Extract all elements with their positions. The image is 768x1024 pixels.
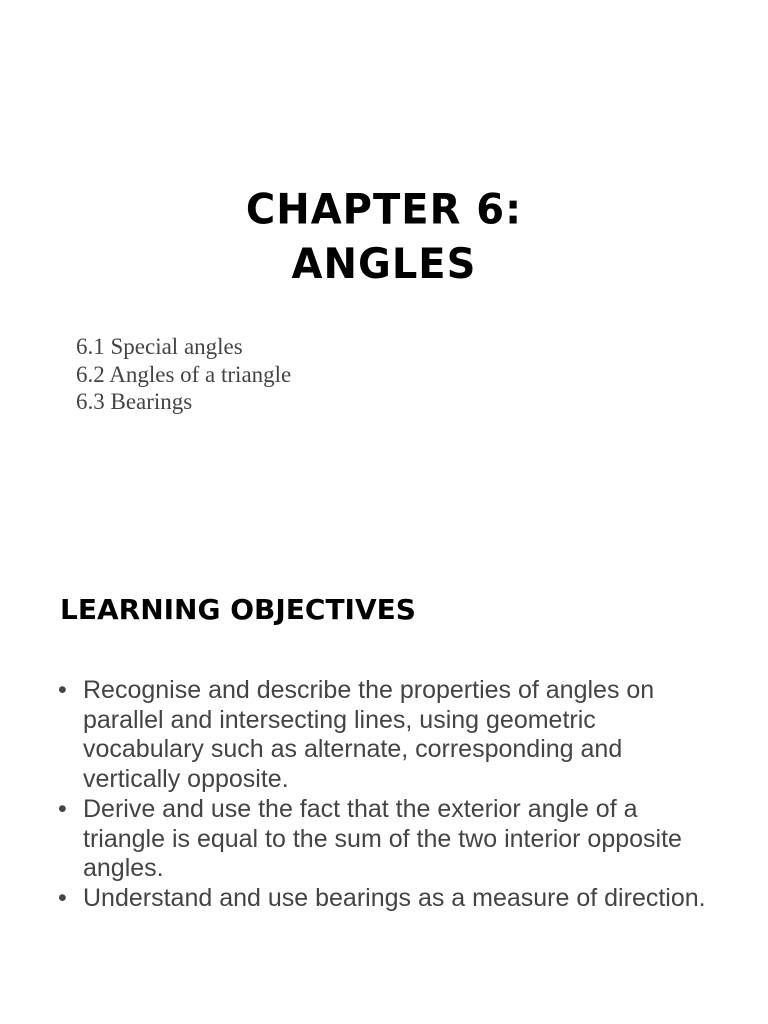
contents-item: 6.3 Bearings [76,389,193,414]
chapter-title-line-1: CHAPTER 6: [245,185,523,234]
contents-item: 6.1 Special angles [76,334,243,359]
bullet-icon: • [58,794,67,823]
bullet-icon: • [58,676,67,704]
bullet-icon: • [58,883,67,912]
objective-text: Derive and use the fact that the exterior angle of a triangle is equal to the sum of the two interior opposite angles. [83,794,682,883]
objective-text: Recognise and describe the properties of angles on parallel and intersecting lines, using geometric vocabulary such as alternate, corresponding and vertically opposite. [83,676,655,794]
chapter-title [0,182,768,291]
objective-item [58,795,718,884]
chapter-title-line-2: ANGLES [291,239,477,289]
objective-text: Understand and use bearings as a measure of direction. [83,883,706,912]
objective-item [58,676,718,795]
chapter-contents-list [76,333,291,416]
learning-objectives-list [58,676,718,914]
learning-objectives-heading: LEARNING OBJECTIVES [60,593,416,626]
objective-item [58,884,718,914]
contents-item: 6.2 Angles of a triangle [76,361,292,387]
